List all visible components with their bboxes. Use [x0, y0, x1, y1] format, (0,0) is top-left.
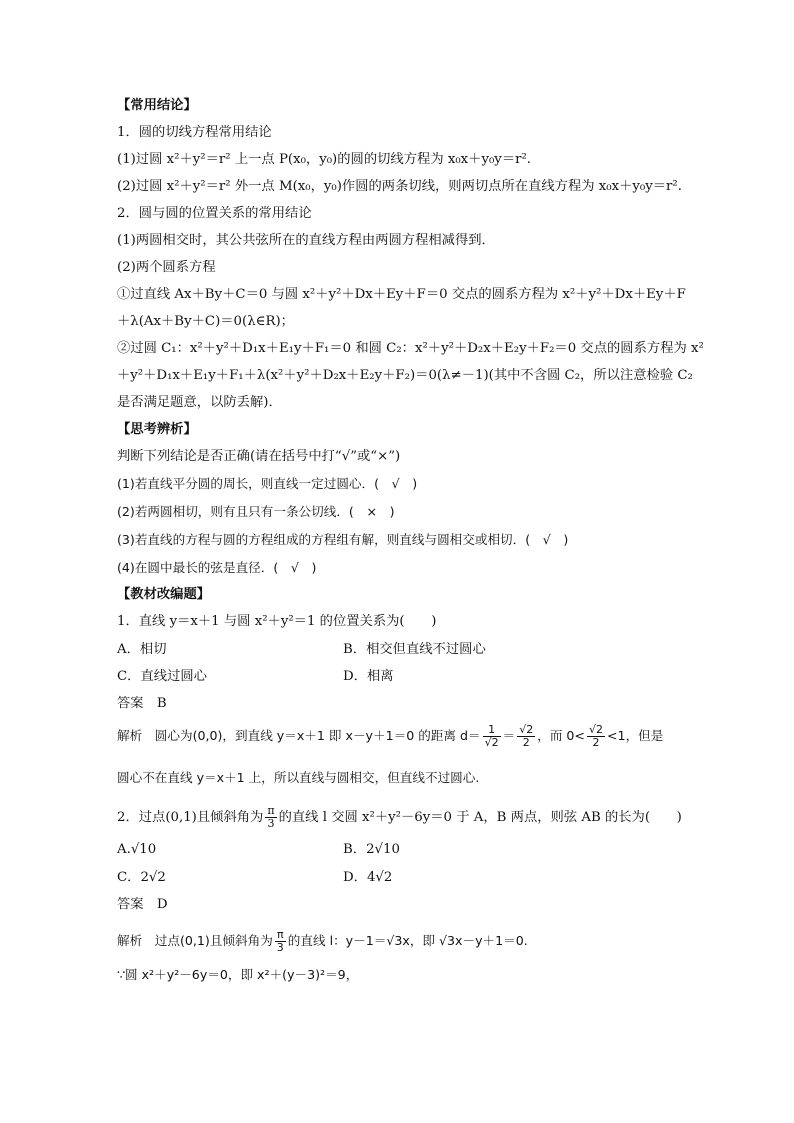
text-line: 2．圆与圆的位置关系的常用结论	[117, 206, 312, 221]
text-line: 判断下列结论是否正确(请在括号中打“√”或“×”)	[117, 449, 401, 464]
text-line: ＋y²＋D₁x＋E₁y＋F₁＋λ(x²＋y²＋D₂x＋E₂y＋F₂)＝0(λ≠－1)(其中不含圆 C₂，所以注意检验 C₂	[117, 368, 693, 383]
fraction-denominator: 3	[267, 817, 275, 830]
analysis-text: ，而 0<	[537, 728, 585, 743]
fraction-numerator: √2	[519, 723, 534, 736]
judgement-item: (2)若两圆相切，则有且只有一条公切线．( × )	[117, 504, 395, 519]
analysis-text: 解析 过点(0,1)且倾斜角为	[117, 933, 273, 948]
analysis-text: <1，但是	[607, 728, 664, 743]
section-header-common: 【常用结论】	[117, 98, 197, 113]
fraction	[587, 724, 605, 749]
option-b: B．相交但直线不过圆心	[343, 642, 486, 657]
fraction	[265, 805, 276, 830]
option-c: C．直线过圆心	[117, 669, 207, 684]
fraction	[483, 724, 501, 749]
text-line: ＋λ(Ax＋By＋C)＝0(λ∈R)；	[117, 314, 294, 329]
fraction-numerator: π	[267, 804, 275, 817]
text-line: 1．圆的切线方程常用结论	[117, 125, 272, 140]
text-line: (1)过圆 x²＋y²＝r² 上一点 P(x₀，y₀)的圆的切线方程为 x₀x＋y₀y＝r².	[117, 152, 532, 167]
stem-text: 的直线 l 交圆 x²＋y²－6y＝0 于 A，B 两点，则弦 AB 的长为( )	[278, 810, 682, 825]
fraction-numerator: √2	[588, 723, 603, 736]
option-a: A.√10	[117, 842, 157, 857]
analysis-text: ＝	[502, 728, 516, 743]
fraction-numerator: 1	[483, 724, 501, 737]
analysis-line	[117, 724, 663, 749]
fraction-denominator: 2	[592, 736, 600, 749]
text-line: (2)两个圆系方程	[117, 260, 216, 275]
question-stem	[117, 805, 682, 830]
stem-text: 2．过点(0,1)且倾斜角为	[117, 810, 264, 825]
section-header-textbook: 【教材改编题】	[117, 587, 211, 602]
judgement-item: (4)在圆中最长的弦是直径．( √ )	[117, 560, 317, 575]
question-stem: 1．直线 y＝x＋1 与圆 x²＋y²＝1 的位置关系为( )	[117, 614, 437, 629]
text-line: ①过直线 Ax＋By＋C＝0 与圆 x²＋y²＋Dx＋Ey＋F＝0 交点的圆系方程为 x²＋y²＋Dx＋Ey＋F	[117, 287, 686, 302]
fraction-denominator: √2	[484, 736, 499, 749]
fraction	[517, 724, 535, 749]
option-c: C．2√2	[117, 870, 166, 885]
text-line: (2)过圆 x²＋y²＝r² 外一点 M(x₀，y₀)作圆的两条切线，则两切点所在直线方程为 x₀x＋y₀y＝r².	[117, 179, 682, 194]
analysis-line: 圆心不在直线 y＝x＋1 上，所以直线与圆相交，但直线不过圆心.	[117, 770, 480, 785]
analysis-line: ∵圆 x²＋y²－6y＝0，即 x²＋(y－3)²＝9，	[117, 967, 359, 982]
judgement-item: (3)若直线的方程与圆的方程组成的方程组有解，则直线与圆相交或相切．( √ )	[117, 532, 569, 547]
option-a: A．相切	[117, 642, 167, 657]
analysis-text: 的直线 l：y－1＝√3x，即 √3x－y＋1＝0.	[287, 933, 528, 948]
answer-line: 答案 B	[117, 696, 167, 711]
judgement-item: (1)若直线平分圆的周长，则直线一定过圆心．( √ )	[117, 476, 418, 491]
fraction-denominator: 2	[522, 736, 530, 749]
fraction-numerator: π	[275, 929, 286, 942]
answer-line: 答案 D	[117, 897, 168, 912]
option-d: D．相离	[343, 669, 394, 684]
option-b: B．2√10	[343, 842, 400, 857]
fraction	[275, 929, 286, 954]
fraction-denominator: 3	[276, 941, 284, 954]
text-line: ②过圆 C₁：x²＋y²＋D₁x＋E₁y＋F₁＝0 和圆 C₂：x²＋y²＋D₂x＋E₂y＋F₂＝0 交点的圆系方程为 x²	[117, 341, 704, 356]
analysis-line	[117, 929, 528, 954]
section-header-think: 【思考辨析】	[117, 422, 197, 437]
text-line: (1)两圆相交时，其公共弦所在的直线方程由两圆方程相减得到．	[117, 233, 495, 248]
option-d: D．4√2	[343, 870, 393, 885]
analysis-text: 解析 圆心为(0,0)，到直线 y＝x＋1 即 x－y＋1＝0 的距离 d＝	[117, 728, 481, 743]
text-line: 是否满足题意，以防丢解)．	[117, 395, 282, 410]
